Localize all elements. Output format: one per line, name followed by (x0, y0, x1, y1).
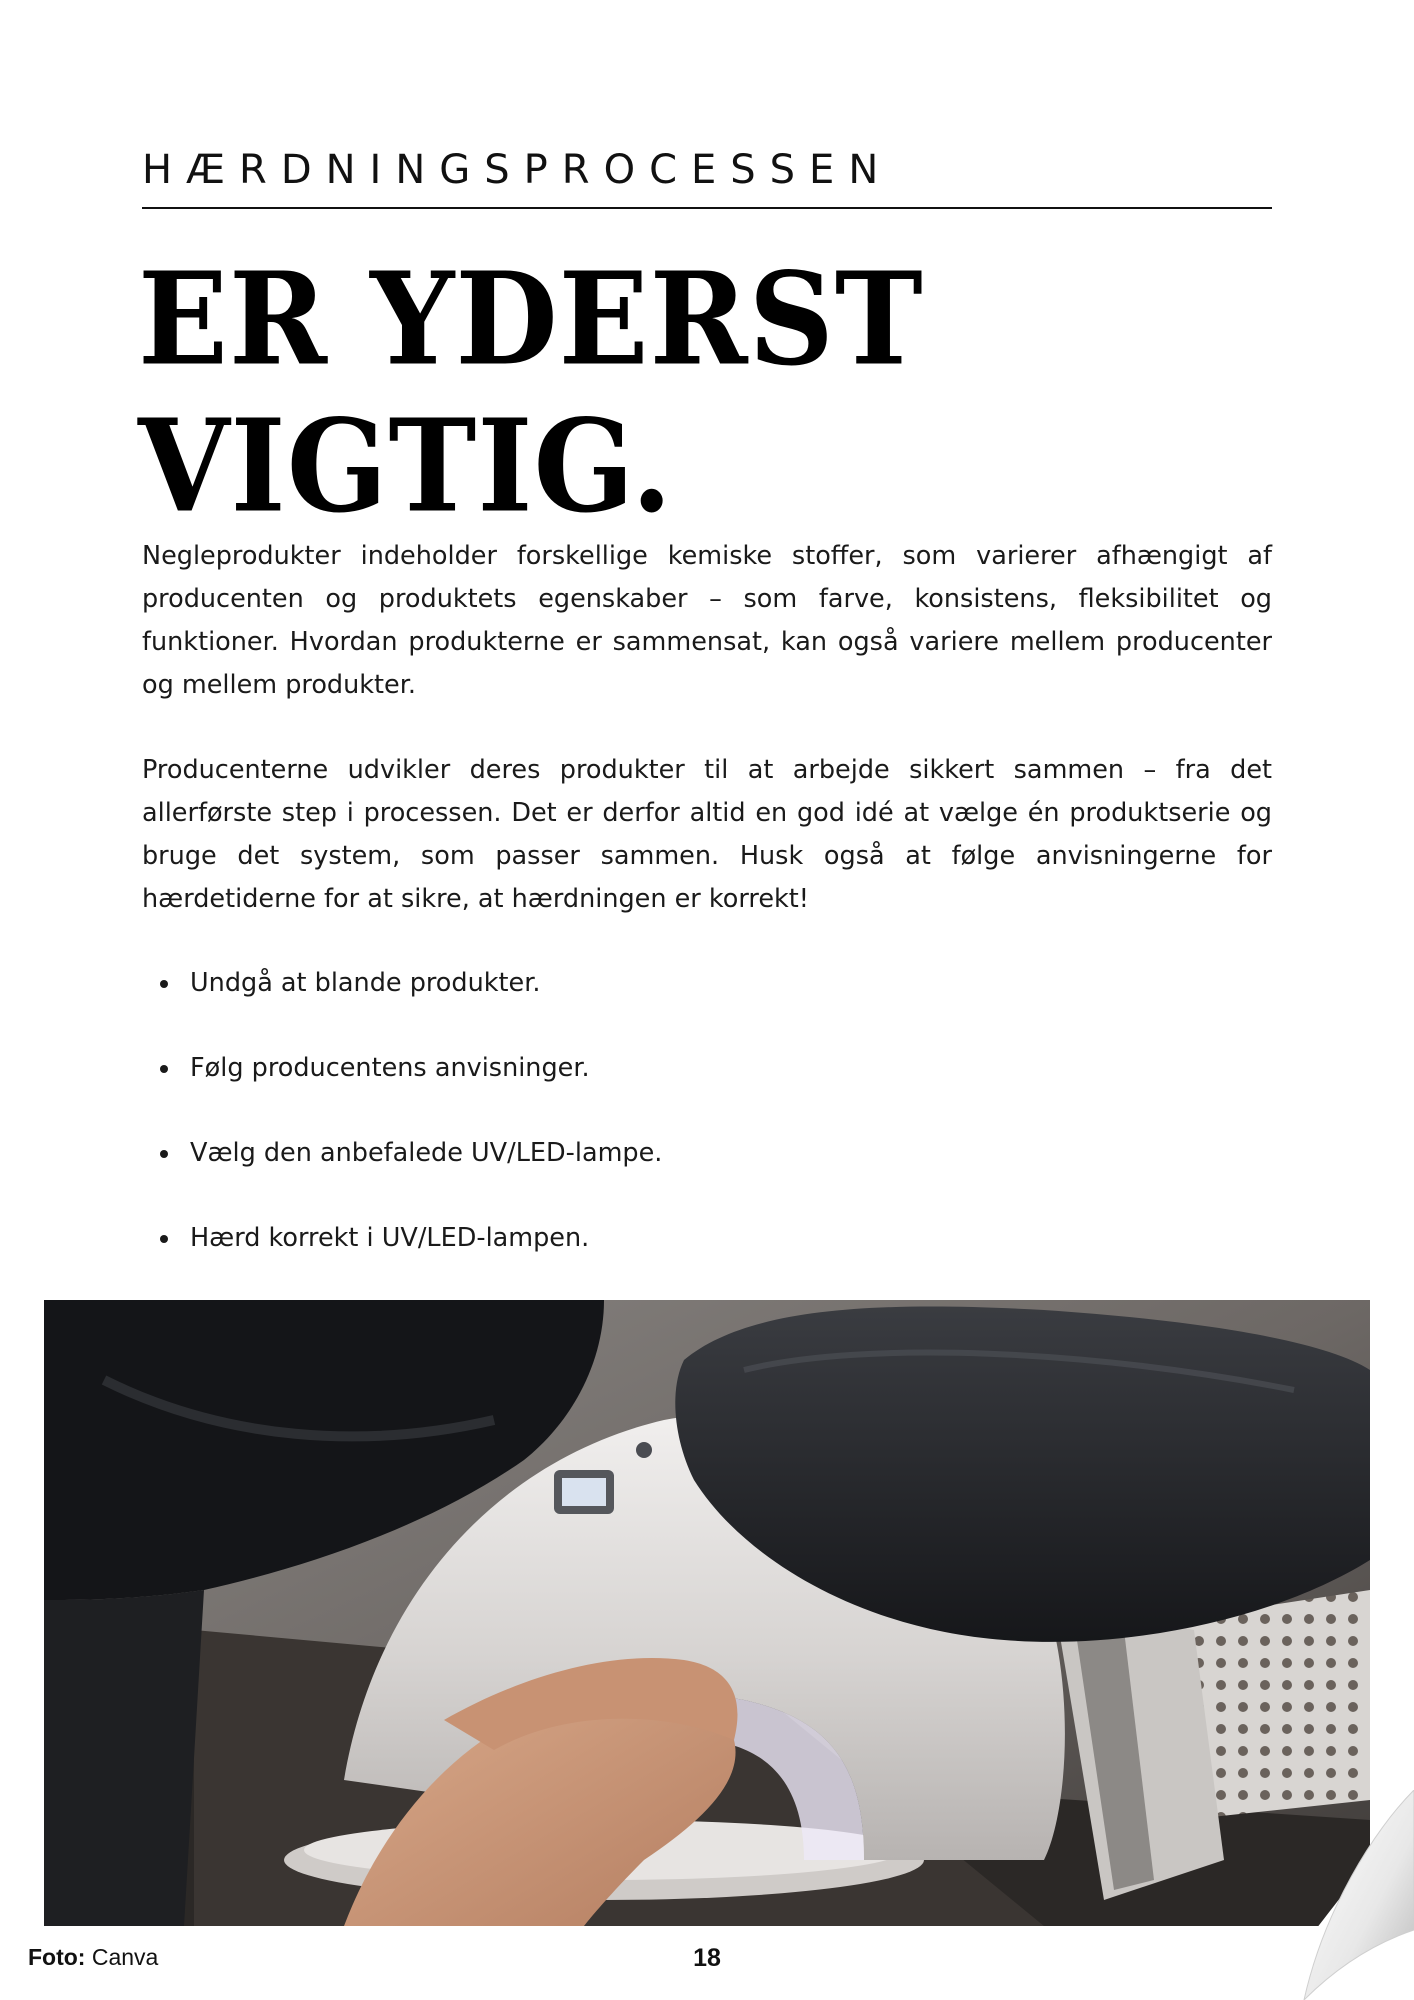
eyebrow-divider (142, 207, 1272, 209)
headline-line-2: VIGTIG. (138, 390, 674, 541)
list-item: Undgå at blande produkter. (142, 962, 1272, 1005)
photo-credit (28, 1944, 158, 1971)
tips-list (142, 962, 1272, 1302)
list-item: Følg producentens anvisninger. (142, 1047, 1272, 1090)
list-item: Hærd korrekt i UV/LED-lampen. (142, 1217, 1272, 1260)
photo-credit-source: Canva (91, 1944, 159, 1970)
body-paragraph-2: Producenterne udvikler deres produkter til at arbejde sikkert sammen – fra det allerførste step i processen. Det er derfor altid en god idé at vælge én produktserie og bruge det system, som passer sammen. Husk også at følge anvisningerne for hærdetiderne for at sikre, at hærdningen er korrekt! (142, 755, 1272, 914)
headline-line-1: ER YDERST (138, 243, 924, 394)
page-number: 18 (693, 1944, 721, 1972)
body-paragraph-1: Negleprodukter indeholder forskellige kemiske stoffer, som varierer afhængigt af producenten og produktets egenskaber – som farve, konsistens, fleksibilitet og funktioner. Hvordan produkterne er sammensat, kan også variere mellem producenter og mellem produkter. (142, 541, 1272, 700)
bullet-icon (160, 1150, 168, 1158)
headline (138, 243, 1278, 541)
bullet-icon (160, 1065, 168, 1073)
list-item: Vælg den anbefalede UV/LED-lampe. (142, 1132, 1272, 1175)
section-eyebrow: HÆRDNINGSPROCESSEN (142, 147, 893, 193)
page-curl-icon (1264, 1790, 1414, 2000)
uv-lamp-photo (44, 1300, 1370, 1926)
bullet-icon (160, 980, 168, 988)
bullet-icon (160, 1235, 168, 1243)
uv-led-nail-lamp-photo-icon (44, 1300, 1370, 1926)
photo-credit-label: Foto: (28, 1944, 86, 1970)
